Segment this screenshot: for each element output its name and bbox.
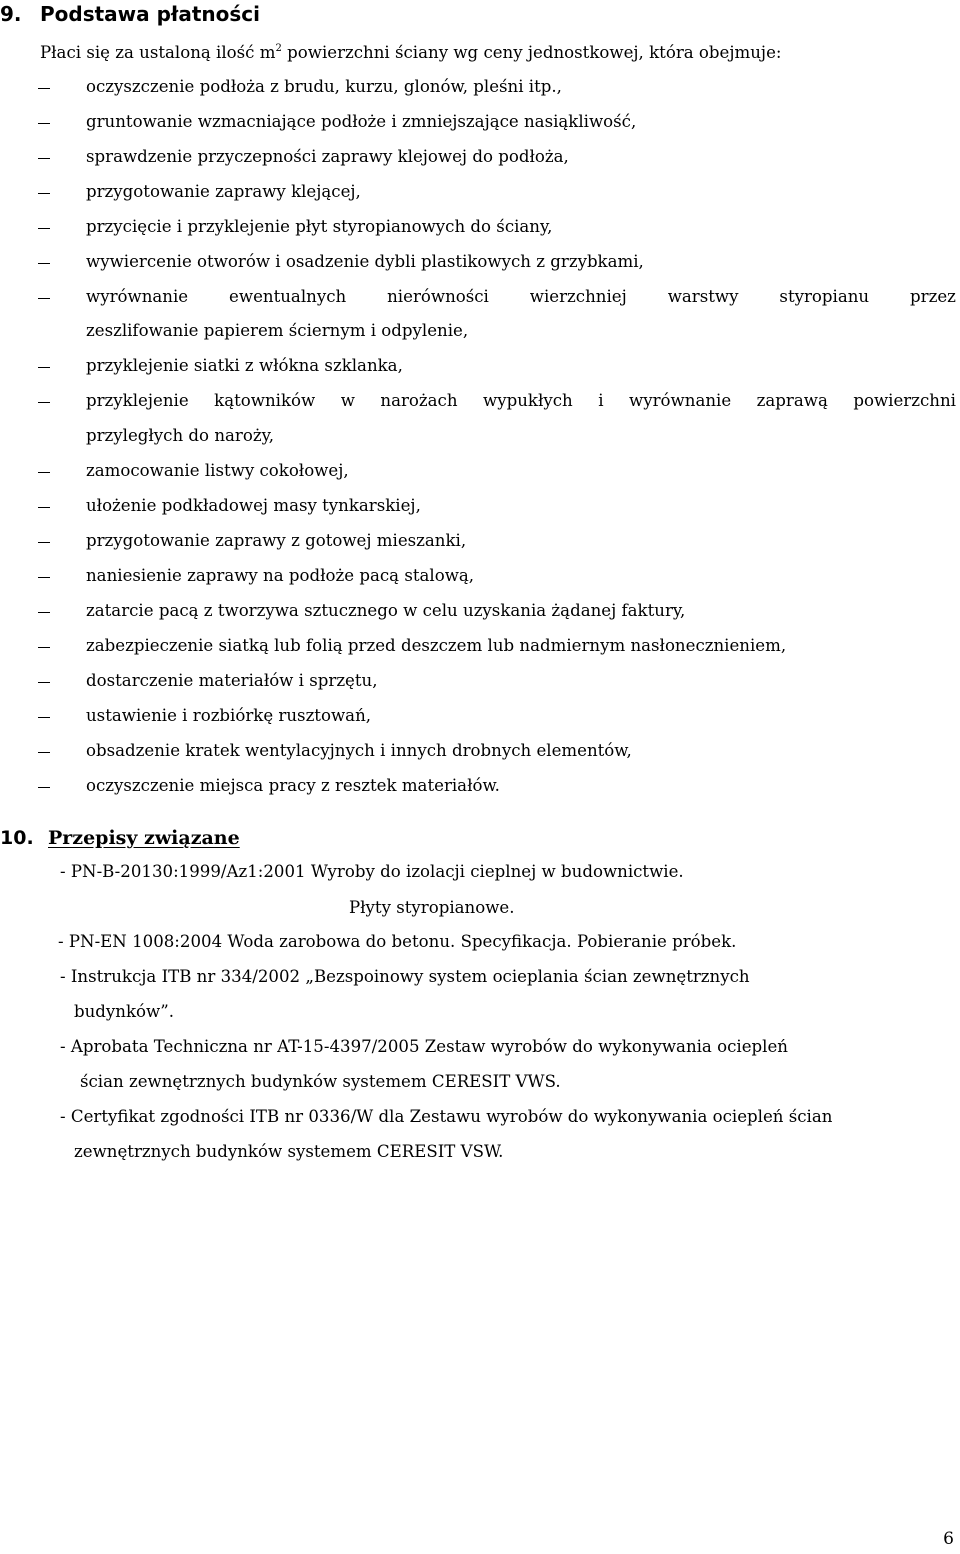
reference-continuation: budynków”.: [74, 1002, 175, 1021]
reference-item: - Instrukcja ITB nr 334/2002 „Bezspoinowy system ocieplania ścian zewnętrznych: [60, 967, 750, 986]
reference-item: - PN-B-20130:1999/Az1:2001 Wyroby do izolacji cieplnej w budownictwie.: [60, 862, 684, 881]
reference-item: - Certyfikat zgodności ITB nr 0336/W dla Zestawu wyrobów do wykonywania ociepleń ścian: [60, 1107, 833, 1126]
list-dash: [38, 507, 50, 508]
list-item: zamocowanie listwy cokołowej,: [86, 461, 349, 480]
list-item: zatarcie pacą z tworzywa sztucznego w celu uzyskania żądanej faktury,: [86, 601, 686, 620]
list-item: ułożenie podkładowej masy tynkarskiej,: [86, 496, 421, 515]
justified-word: narożach: [380, 391, 458, 410]
justified-word: powierzchni: [853, 391, 956, 410]
list-dash: [38, 612, 50, 613]
list-dash: [38, 682, 50, 683]
list-item: zabezpieczenie siatką lub folią przed deszczem lub nadmiernym nasłonecznieniem,: [86, 636, 787, 655]
list-dash: [38, 123, 50, 124]
list-item: przycięcie i przyklejenie płyt styropianowych do ściany,: [86, 217, 553, 236]
list-dash: [38, 472, 50, 473]
section-10-heading: [0, 825, 240, 851]
reference-continuation: Płyty styropianowe.: [349, 898, 515, 917]
list-item-continuation: przyległych do naroży,: [86, 426, 275, 445]
list-dash: [38, 542, 50, 543]
list-dash: [38, 577, 50, 578]
justified-word: warstwy: [667, 287, 739, 306]
justified-word: ewentualnych: [229, 287, 347, 306]
intro-superscript: 2: [275, 43, 282, 54]
list-dash: [38, 228, 50, 229]
list-item: ustawienie i rozbiórkę rusztowań,: [86, 706, 372, 725]
list-dash: [38, 88, 50, 89]
list-dash: [38, 367, 50, 368]
list-item: wywiercenie otworów i osadzenie dybli plastikowych z grzybkami,: [86, 252, 644, 271]
list-item-continuation: zeszlifowanie papierem ściernym i odpylenie,: [86, 321, 469, 340]
list-item: sprawdzenie przyczepności zaprawy klejowej do podłoża,: [86, 147, 569, 166]
list-item: obsadzenie kratek wentylacyjnych i innych drobnych elementów,: [86, 741, 632, 760]
reference-continuation: zewnętrznych budynków systemem CERESIT VSW.: [74, 1142, 504, 1161]
reference-continuation: ścian zewnętrznych budynków systemem CERESIT VWS.: [80, 1072, 561, 1091]
justified-word: wyrównanie: [629, 391, 732, 410]
list-item: dostarczenie materiałów i sprzętu,: [86, 671, 378, 690]
list-dash: [38, 193, 50, 194]
justified-word: styropianu: [779, 287, 870, 306]
list-item: oczyszczenie podłoża z brudu, kurzu, glonów, pleśni itp.,: [86, 77, 562, 96]
justified-word: przez: [910, 287, 956, 306]
list-item: gruntowanie wzmacniające podłoże i zmniejszające nasiąkliwość,: [86, 112, 637, 131]
justified-word: w: [340, 391, 355, 410]
list-item: przyklejenie siatki z włókna szklanka,: [86, 356, 403, 375]
list-dash: [38, 298, 50, 299]
justified-word: wyrównanie: [86, 287, 189, 306]
section-9-title: Podstawa płatności: [40, 2, 260, 26]
justified-word: przyklejenie: [86, 391, 189, 410]
reference-item: - PN-EN 1008:2004 Woda zarobowa do betonu. Specyfikacja. Pobieranie próbek.: [58, 932, 737, 951]
list-dash: [38, 647, 50, 648]
justified-word: zaprawą: [756, 391, 828, 410]
justified-word: wierzchniej: [529, 287, 627, 306]
list-item: oczyszczenie miejsca pracy z resztek materiałów.: [86, 776, 500, 795]
list-item-justified: [86, 285, 956, 309]
list-dash: [38, 717, 50, 718]
justified-word: kątowników: [214, 391, 316, 410]
intro-text-before: Płaci się za ustaloną ilość m: [40, 43, 276, 62]
reference-item: - Aprobata Techniczna nr AT-15-4397/2005 Zestaw wyrobów do wykonywania ociepleń: [60, 1037, 788, 1056]
list-item-justified: [86, 389, 956, 413]
list-item: naniesienie zaprawy na podłoże pacą stalową,: [86, 566, 475, 585]
justified-word: i: [598, 391, 604, 410]
section-10-title: Przepisy związane: [48, 827, 240, 849]
section-9-intro: [40, 41, 781, 65]
section-10-number: 10.: [0, 827, 34, 849]
list-dash: [38, 787, 50, 788]
section-9-heading: [0, 1, 260, 27]
justified-word: nierówności: [387, 287, 489, 306]
list-item: przygotowanie zaprawy z gotowej mieszanki,: [86, 531, 467, 550]
justified-word: wypukłych: [483, 391, 573, 410]
list-dash: [38, 402, 50, 403]
list-dash: [38, 752, 50, 753]
list-dash: [38, 158, 50, 159]
page-number: 6: [943, 1529, 954, 1549]
list-dash: [38, 263, 50, 264]
section-9-number: 9.: [0, 2, 22, 26]
list-item: przygotowanie zaprawy klejącej,: [86, 182, 361, 201]
intro-text-after: powierzchni ściany wg ceny jednostkowej, która obejmuje:: [281, 43, 782, 62]
